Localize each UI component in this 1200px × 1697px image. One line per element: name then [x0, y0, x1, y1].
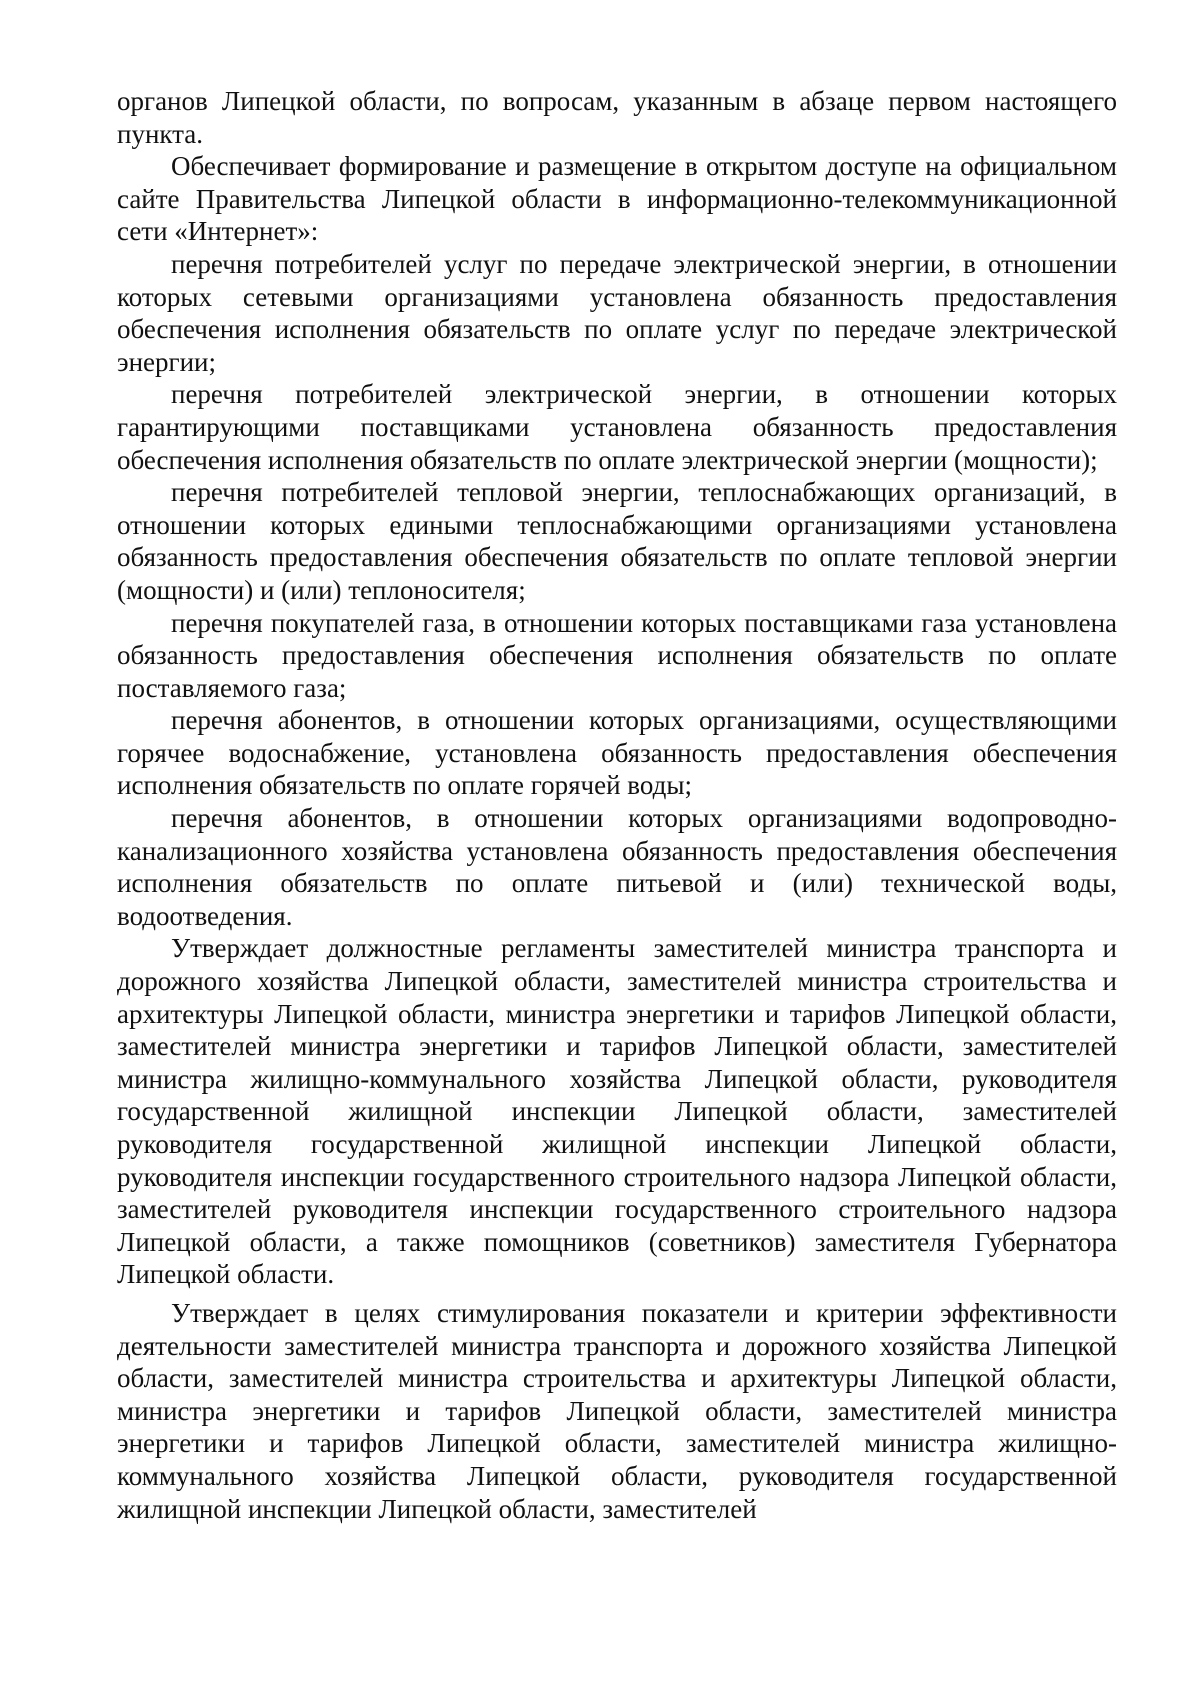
paragraph-job-regulations: Утверждает должностные регламенты заместителей министра транспорта и дорожного хозяйства Липецкой области, заместителей министра строительства и архитектуры Липецкой области, министра энергетики и тарифов Липецкой области, заместителей министра энергетики и тарифов Липецкой области, заместителей министра жилищно-коммунального хозяйства Липецкой области, руководителя государственной жилищной инспекции Липецкой области, заместителей руководителя государственной жилищной инспекции Липецкой области, руководителя инспекции государственного строительного надзора Липецкой области, заместителей руководителя инспекции государственного строительного надзора Липецкой области, а также помощников (советников) заместителя Губернатора Липецкой области. — [117, 933, 1117, 1290]
paragraph-website-publication: Обеспечивает формирование и размещение в открытом доступе на официальном сайте Правительства Липецкой области в информационно-телекоммуникационной сети «Интернет»: — [117, 151, 1117, 247]
paragraph-performance-criteria: Утверждает в целях стимулирования показатели и критерии эффективности деятельности заместителей министра транспорта и дорожного хозяйства Липецкой области, заместителей министра строительства и архитектуры Липецкой области, министра энергетики и тарифов Липецкой области, заместителей министра энергетики и тарифов Липецкой области, заместителей министра жилищно-коммунального хозяйства Липецкой области, руководителя государственной жилищной инспекции Липецкой области, заместителей — [117, 1297, 1117, 1524]
document-text — [117, 85, 1117, 1525]
paragraph-list-water-sewerage: перечня абонентов, в отношении которых организациями водопроводно-канализационного хозяйства установлена обязанность предоставления обеспечения исполнения обязательств по оплате питьевой и (или) технической воды, водоотведения. — [117, 803, 1117, 931]
paragraph-continuation: органов Липецкой области, по вопросам, указанным в абзаце первом настоящего пункта. — [117, 86, 1117, 149]
paragraph-list-heat-energy: перечня потребителей тепловой энергии, теплоснабжающих организаций, в отношении которых едиными теплоснабжающими организациями установлена обязанность предоставления обеспечения обязательств по оплате тепловой энергии (мощности) и (или) теплоносителя; — [117, 477, 1117, 605]
paragraph-list-hot-water: перечня абонентов, в отношении которых организациями, осуществляющими горячее водоснабжение, установлена обязанность предоставления обеспечения исполнения обязательств по оплате горячей воды; — [117, 705, 1117, 801]
paragraph-list-electric-energy: перечня потребителей электрической энергии, в отношении которых гарантирующими поставщиками установлена обязанность предоставления обеспечения исполнения обязательств по оплате электрической энергии (мощности); — [117, 379, 1117, 475]
paragraph-list-gas-buyers: перечня покупателей газа, в отношении которых поставщиками газа установлена обязанность предоставления обеспечения исполнения обязательств по оплате поставляемого газа; — [117, 607, 1117, 703]
paragraph-list-electric-transmission: перечня потребителей услуг по передаче электрической энергии, в отношении которых сетевыми организациями установлена обязанность предоставления обеспечения исполнения обязательств по оплате услуг по передаче электрической энергии; — [117, 248, 1117, 377]
